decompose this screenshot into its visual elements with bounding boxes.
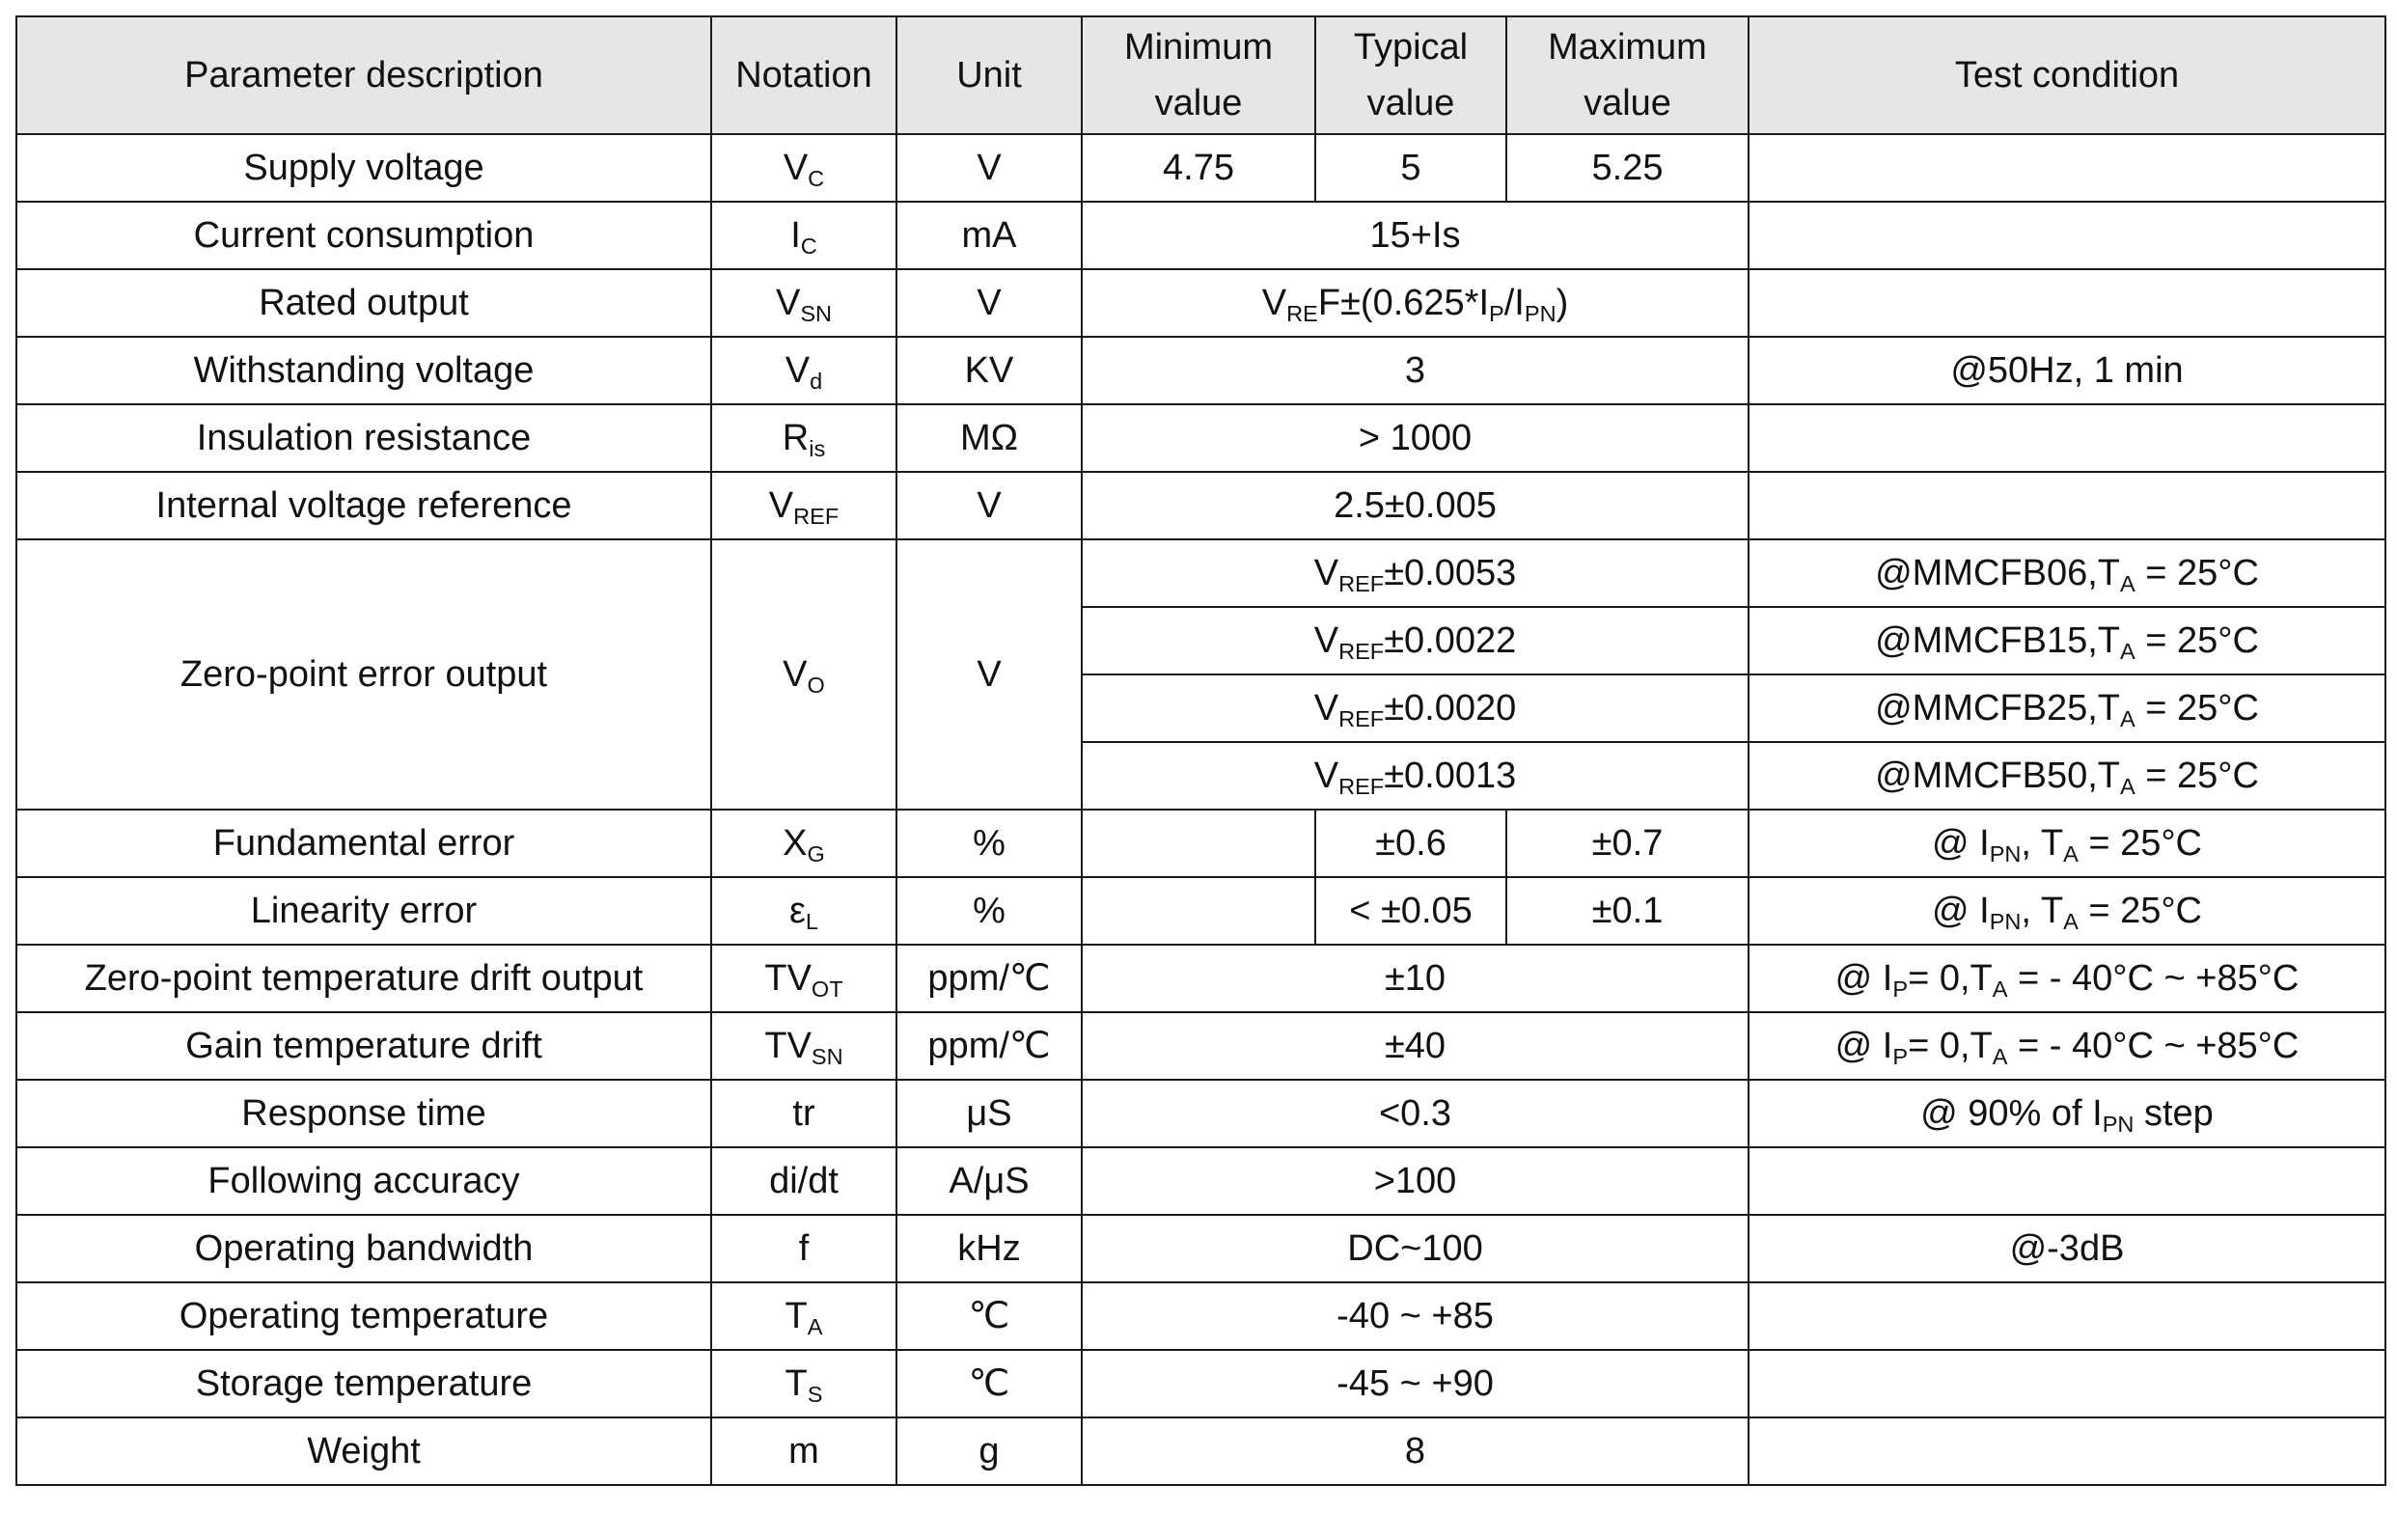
header-minimum [1082, 16, 1315, 134]
table-row [16, 134, 2385, 202]
notation-cell [711, 810, 896, 877]
header-row [16, 16, 2385, 134]
notation-symbol: TV [764, 958, 812, 999]
notation-cell [711, 134, 896, 202]
test-part: @ I [1932, 891, 1990, 931]
unit-cell: ppm/℃ [896, 1012, 1082, 1080]
test-part: = 25°C [2135, 756, 2259, 796]
table-row [16, 1215, 2385, 1282]
param-cell: Insulation resistance [16, 404, 711, 472]
test-subscript: P [1892, 976, 1909, 1003]
unit-cell: V [896, 269, 1082, 337]
header-maximum-line2: value [1584, 83, 1671, 124]
notation-cell: tr [711, 1080, 896, 1147]
unit-cell: ℃ [896, 1350, 1082, 1417]
notation-cell: di/dt [711, 1147, 896, 1215]
test-part: = - 40°C ~ +85°C [2007, 958, 2300, 999]
test-cell [1749, 134, 2385, 202]
test-cell [1749, 607, 2385, 674]
header-minimum-line2: value [1154, 83, 1243, 124]
notation-cell [711, 337, 896, 404]
value-cell: ±10 [1082, 945, 1749, 1012]
table-row [16, 945, 2385, 1012]
test-cell: @50Hz, 1 min [1749, 337, 2385, 404]
test-cell [1749, 269, 2385, 337]
value-subscript: REF [1338, 639, 1385, 665]
table-row [16, 472, 2385, 539]
notation-subscript: C [808, 166, 825, 192]
notation-symbol: T [785, 1296, 808, 1336]
value-cell: >100 [1082, 1147, 1749, 1215]
value-subscript: REF [1338, 774, 1385, 800]
notation-cell: f [711, 1215, 896, 1282]
test-part: = 25°C [2135, 620, 2259, 661]
notation-cell [711, 1012, 896, 1080]
value-cell [1082, 742, 1749, 810]
test-part: = 25°C [2135, 553, 2259, 593]
test-part: = 0,T [1908, 1026, 1993, 1066]
notation-symbol: R [782, 418, 810, 458]
unit-cell: mA [896, 202, 1082, 269]
notation-cell [711, 877, 896, 945]
value-part: ±0.0053 [1384, 553, 1517, 593]
param-cell: Operating bandwidth [16, 1215, 711, 1282]
test-cell [1749, 202, 2385, 269]
value-part: ) [1556, 283, 1569, 323]
value-subscript: P [1489, 301, 1504, 327]
value-subscript: REF [1338, 706, 1385, 732]
table-row [16, 1282, 2385, 1350]
value-subscript: RE [1286, 301, 1318, 327]
min-cell [1082, 877, 1315, 945]
unit-cell: V [896, 134, 1082, 202]
test-part: = - 40°C ~ +85°C [2007, 1026, 2300, 1066]
param-cell: Operating temperature [16, 1282, 711, 1350]
test-subscript: PN [1989, 909, 2022, 935]
notation-subscript: S [807, 1382, 823, 1408]
param-cell: Weight [16, 1417, 711, 1485]
test-subscript: A [2063, 841, 2079, 867]
unit-cell: MΩ [896, 404, 1082, 472]
table-row [16, 404, 2385, 472]
param-cell: Internal voltage reference [16, 472, 711, 539]
test-subscript: A [2119, 571, 2135, 597]
test-part: @MMCFB25,T [1875, 688, 2120, 729]
notation-cell [711, 1350, 896, 1417]
test-cell [1749, 1417, 2385, 1485]
param-cell: Storage temperature [16, 1350, 711, 1417]
test-cell [1749, 877, 2385, 945]
value-subscript: REF [1338, 571, 1385, 597]
test-part: @ 90% of I [1920, 1093, 2103, 1134]
notation-symbol: T [785, 1363, 808, 1404]
notation-symbol: ε [788, 891, 806, 931]
notation-subscript: is [809, 436, 826, 462]
value-part: V [1261, 283, 1287, 323]
typ-cell: < ±0.05 [1315, 877, 1506, 945]
table-row [16, 1350, 2385, 1417]
test-subscript: P [1892, 1044, 1909, 1070]
notation-cell [711, 539, 896, 810]
test-subscript: A [2119, 774, 2135, 800]
table-row [16, 539, 2385, 607]
test-cell [1749, 742, 2385, 810]
test-part: = 0,T [1908, 958, 1993, 999]
unit-cell: kHz [896, 1215, 1082, 1282]
header-maximum-line1: Maximum [1548, 27, 1707, 68]
test-cell [1749, 1147, 2385, 1215]
unit-cell: ppm/℃ [896, 945, 1082, 1012]
header-notation: Notation [711, 16, 896, 134]
test-cell [1749, 472, 2385, 539]
unit-cell: % [896, 877, 1082, 945]
notation-cell [711, 1282, 896, 1350]
specification-table [15, 15, 2386, 1486]
test-part: step [2134, 1093, 2214, 1134]
value-cell: <0.3 [1082, 1080, 1749, 1147]
param-cell: Rated output [16, 269, 711, 337]
param-cell: Response time [16, 1080, 711, 1147]
notation-cell: m [711, 1417, 896, 1485]
unit-cell: g [896, 1417, 1082, 1485]
value-cell: > 1000 [1082, 404, 1749, 472]
value-part: /I [1503, 283, 1525, 323]
test-cell [1749, 674, 2385, 742]
param-cell: Withstanding voltage [16, 337, 711, 404]
param-cell: Zero-point error output [16, 539, 711, 810]
header-typical-line1: Typical [1353, 27, 1469, 68]
test-subscript: A [1992, 1044, 2008, 1070]
test-part: @MMCFB06,T [1875, 553, 2120, 593]
test-cell [1749, 1080, 2385, 1147]
unit-cell: V [896, 472, 1082, 539]
param-cell: Following accuracy [16, 1147, 711, 1215]
notation-symbol: TV [764, 1026, 812, 1066]
test-subscript: A [1992, 976, 2008, 1003]
notation-cell [711, 202, 896, 269]
table-row [16, 1147, 2385, 1215]
table-row [16, 810, 2385, 877]
table-row [16, 202, 2385, 269]
value-cell: -45 ~ +90 [1082, 1350, 1749, 1417]
test-part: @ I [1932, 823, 1990, 864]
min-cell: 4.75 [1082, 134, 1315, 202]
test-cell: @-3dB [1749, 1215, 2385, 1282]
notation-symbol: V [785, 350, 811, 391]
test-subscript: PN [2102, 1112, 2135, 1138]
value-part: V [1313, 620, 1339, 661]
test-part: @ I [1834, 958, 1893, 999]
table-row [16, 337, 2385, 404]
notation-cell [711, 472, 896, 539]
notation-cell [711, 945, 896, 1012]
test-part: @ I [1834, 1026, 1893, 1066]
value-cell: ±40 [1082, 1012, 1749, 1080]
value-cell [1082, 607, 1749, 674]
unit-cell: V [896, 539, 1082, 810]
param-cell: Current consumption [16, 202, 711, 269]
test-part: , T [2021, 823, 2064, 864]
test-cell [1749, 1012, 2385, 1080]
notation-subscript: G [807, 841, 825, 867]
value-cell: -40 ~ +85 [1082, 1282, 1749, 1350]
param-cell: Fundamental error [16, 810, 711, 877]
param-cell: Linearity error [16, 877, 711, 945]
header-maximum [1506, 16, 1749, 134]
table-row [16, 1012, 2385, 1080]
unit-cell: % [896, 810, 1082, 877]
notation-subscript: O [807, 673, 825, 699]
value-part: V [1313, 553, 1339, 593]
header-minimum-line1: Minimum [1123, 27, 1274, 68]
unit-cell: μS [896, 1080, 1082, 1147]
header-typical-line2: value [1366, 83, 1455, 124]
table-row [16, 269, 2385, 337]
notation-cell [711, 269, 896, 337]
header-test-condition: Test condition [1749, 16, 2385, 134]
value-cell: 15+Is [1082, 202, 1749, 269]
notation-symbol: V [768, 485, 794, 526]
max-cell: 5.25 [1506, 134, 1749, 202]
param-cell: Supply voltage [16, 134, 711, 202]
param-cell: Zero-point temperature drift output [16, 945, 711, 1012]
value-cell: DC~100 [1082, 1215, 1749, 1282]
test-part: = 25°C [2078, 823, 2202, 864]
value-cell [1082, 269, 1749, 337]
value-part: ±0.0022 [1384, 620, 1517, 661]
notation-symbol: I [790, 215, 801, 256]
value-part: ±0.0013 [1384, 756, 1517, 796]
value-cell [1082, 539, 1749, 607]
value-cell: 2.5±0.005 [1082, 472, 1749, 539]
test-cell [1749, 810, 2385, 877]
value-cell [1082, 674, 1749, 742]
unit-cell: A/μS [896, 1147, 1082, 1215]
notation-subscript: L [805, 909, 819, 935]
value-part: V [1313, 688, 1339, 729]
notation-symbol: V [775, 283, 801, 323]
test-subscript: A [2063, 909, 2079, 935]
header-parameter: Parameter description [16, 16, 711, 134]
test-cell [1749, 1282, 2385, 1350]
typ-cell: 5 [1315, 134, 1506, 202]
table-row [16, 877, 2385, 945]
value-part: F±(0.625*I [1317, 283, 1490, 323]
test-subscript: PN [1989, 841, 2022, 867]
notation-subscript: SN [811, 1044, 843, 1070]
test-subscript: A [2119, 639, 2135, 665]
test-part: , T [2021, 891, 2064, 931]
table-row [16, 1080, 2385, 1147]
test-cell [1749, 945, 2385, 1012]
test-part: @MMCFB15,T [1875, 620, 2120, 661]
value-cell: 8 [1082, 1417, 1749, 1485]
test-cell [1749, 1350, 2385, 1417]
notation-subscript: d [810, 369, 823, 395]
notation-subscript: A [807, 1314, 823, 1340]
notation-subscript: SN [800, 301, 833, 327]
max-cell: ±0.7 [1506, 810, 1749, 877]
max-cell: ±0.1 [1506, 877, 1749, 945]
param-cell: Gain temperature drift [16, 1012, 711, 1080]
table-row [16, 1417, 2385, 1485]
test-subscript: A [2119, 706, 2135, 732]
notation-subscript: C [800, 234, 817, 260]
value-subscript: PN [1524, 301, 1557, 327]
test-part: = 25°C [2078, 891, 2202, 931]
notation-cell [711, 404, 896, 472]
min-cell [1082, 810, 1315, 877]
test-part: @MMCFB50,T [1875, 756, 2120, 796]
notation-subscript: REF [793, 504, 840, 530]
test-part: = 25°C [2135, 688, 2259, 729]
test-cell [1749, 539, 2385, 607]
test-cell [1749, 404, 2385, 472]
typ-cell: ±0.6 [1315, 810, 1506, 877]
unit-cell: ℃ [896, 1282, 1082, 1350]
unit-cell: KV [896, 337, 1082, 404]
spec-table-wrapper [15, 15, 2386, 1486]
notation-symbol: V [783, 148, 809, 188]
header-unit: Unit [896, 16, 1082, 134]
notation-symbol: V [783, 654, 808, 695]
notation-symbol: X [783, 823, 808, 864]
value-part: V [1313, 756, 1339, 796]
value-part: ±0.0020 [1384, 688, 1517, 729]
value-cell: 3 [1082, 337, 1749, 404]
header-typical [1315, 16, 1506, 134]
notation-subscript: OT [811, 976, 843, 1003]
